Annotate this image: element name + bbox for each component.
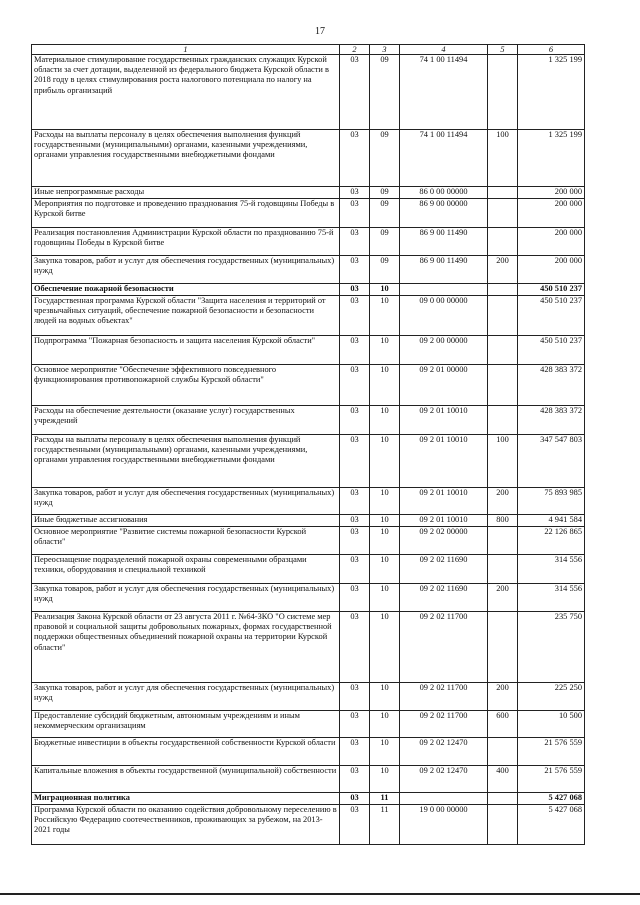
table-row [32,284,585,296]
table-row [32,296,585,336]
row-name-cell: Закупка товаров, работ и услуг для обеспечения государственных (муниципальных) нужд [32,584,340,612]
row-section-cell: 03 [340,435,370,488]
row-amount-cell: 5 427 068 [518,793,585,805]
row-name-cell: Капитальные вложения в объекты государственной (муниципальной) собственности [32,766,340,793]
row-amount-cell: 200 000 [518,187,585,199]
row-expense-type-cell [488,199,518,228]
row-name-cell: Реализация постановления Администрации Курской области по празднованию 75-й годовщины Победы в Курской битве [32,228,340,256]
row-name-cell: Реализация Закона Курской области от 23 августа 2011 г. №64-ЗКО "О системе мер правовой и социальной защиты добровольных пожарных, формах государственной поддержки общественных объединений пожарной охраны на территории Курской области" [32,612,340,683]
row-target-article-cell: 09 2 02 11700 [400,711,488,738]
row-subsection-cell: 10 [370,584,400,612]
row-expense-type-cell: 100 [488,435,518,488]
row-target-article-cell: 86 9 00 00000 [400,199,488,228]
row-subsection-cell: 10 [370,336,400,365]
row-section-cell: 03 [340,555,370,584]
row-subsection-cell: 10 [370,738,400,766]
row-section-cell: 03 [340,296,370,336]
row-target-article-cell: 09 2 02 12470 [400,766,488,793]
row-amount-cell: 450 510 237 [518,284,585,296]
table-row [32,228,585,256]
row-section-cell: 03 [340,515,370,527]
table-row [32,683,585,711]
row-section-cell: 03 [340,805,370,845]
table-row [32,130,585,187]
row-amount-cell: 1 325 199 [518,130,585,187]
row-section-cell: 03 [340,488,370,515]
table-row [32,365,585,406]
row-amount-cell: 75 893 985 [518,488,585,515]
row-section-cell: 03 [340,284,370,296]
row-amount-cell: 10 500 [518,711,585,738]
table-row [32,199,585,228]
table-row [32,555,585,584]
row-amount-cell: 21 576 559 [518,738,585,766]
row-expense-type-cell: 200 [488,256,518,284]
row-name-cell: Мероприятия по подготовке и проведению празднования 75-й годовщины Победы в Курской битве [32,199,340,228]
row-subsection-cell: 10 [370,488,400,515]
column-header-section: 2 [340,45,370,55]
table-row [32,336,585,365]
row-target-article-cell: 09 2 02 11690 [400,555,488,584]
row-target-article-cell: 86 9 00 11490 [400,228,488,256]
table-body [32,55,585,845]
row-expense-type-cell [488,527,518,555]
row-section-cell: 03 [340,365,370,406]
row-target-article-cell: 09 0 00 00000 [400,296,488,336]
row-expense-type-cell [488,555,518,584]
row-name-cell: Бюджетные инвестиции в объекты государственной собственности Курской области [32,738,340,766]
row-expense-type-cell: 600 [488,711,518,738]
table-row [32,406,585,435]
row-amount-cell: 5 427 068 [518,805,585,845]
row-expense-type-cell: 200 [488,683,518,711]
budget-table [31,44,585,845]
row-section-cell: 03 [340,527,370,555]
row-name-cell: Предоставление субсидий бюджетным, автономным учреждениям и иным некоммерческим организациям [32,711,340,738]
row-amount-cell: 225 250 [518,683,585,711]
row-subsection-cell: 10 [370,766,400,793]
row-amount-cell: 21 576 559 [518,766,585,793]
row-name-cell: Иные бюджетные ассигнования [32,515,340,527]
row-section-cell: 03 [340,406,370,435]
table-row [32,584,585,612]
row-target-article-cell: 09 2 01 10010 [400,435,488,488]
column-header-name: 1 [32,45,340,55]
row-subsection-cell: 10 [370,711,400,738]
row-amount-cell: 200 000 [518,256,585,284]
row-name-cell: Расходы на выплаты персоналу в целях обеспечения выполнения функций государственными (муниципальными) органами, казенными учреждениями, органами управления государственными внебюджетными фондами [32,435,340,488]
row-amount-cell: 22 126 865 [518,527,585,555]
row-section-cell: 03 [340,766,370,793]
row-subsection-cell: 10 [370,365,400,406]
row-section-cell: 03 [340,683,370,711]
row-amount-cell: 428 383 372 [518,365,585,406]
row-name-cell: Закупка товаров, работ и услуг для обеспечения государственных (муниципальных) нужд [32,683,340,711]
row-name-cell: Материальное стимулирование государственных гражданских служащих Курской области за счет дотации, выделенной из федерального бюджета Курской области в 2018 году в целях стимулирования роста налогового потенциала по налогу на прибыль организаций [32,55,340,130]
row-expense-type-cell [488,406,518,435]
row-name-cell: Обеспечение пожарной безопасности [32,284,340,296]
column-header-amount: 6 [518,45,585,55]
row-section-cell: 03 [340,336,370,365]
row-name-cell: Расходы на обеспечение деятельности (оказание услуг) государственных учреждений [32,406,340,435]
row-section-cell: 03 [340,228,370,256]
row-section-cell: 03 [340,711,370,738]
row-amount-cell: 4 941 584 [518,515,585,527]
row-target-article-cell: 09 2 01 00000 [400,365,488,406]
row-expense-type-cell [488,336,518,365]
row-subsection-cell: 09 [370,187,400,199]
column-header-expense-type: 5 [488,45,518,55]
column-header-subsection: 3 [370,45,400,55]
row-amount-cell: 450 510 237 [518,296,585,336]
row-expense-type-cell: 400 [488,766,518,793]
bottom-rule [0,893,640,895]
column-header-target-article: 4 [400,45,488,55]
row-section-cell: 03 [340,793,370,805]
table-row [32,527,585,555]
row-expense-type-cell [488,793,518,805]
row-expense-type-cell [488,228,518,256]
row-target-article-cell: 74 1 00 11494 [400,130,488,187]
row-amount-cell: 314 556 [518,555,585,584]
row-expense-type-cell [488,738,518,766]
row-section-cell: 03 [340,199,370,228]
row-expense-type-cell [488,55,518,130]
table-row [32,711,585,738]
row-amount-cell: 450 510 237 [518,336,585,365]
row-target-article-cell: 09 2 02 00000 [400,527,488,555]
row-name-cell: Расходы на выплаты персоналу в целях обеспечения выполнения функций государственными (муниципальными) органами, казенными учреждениями, органами управления государственными внебюджетными фондами [32,130,340,187]
row-target-article-cell: 09 2 01 10010 [400,488,488,515]
row-target-article-cell: 74 1 00 11494 [400,55,488,130]
row-name-cell: Государственная программа Курской области "Защита населения и территорий от чрезвычайных ситуаций, обеспечение пожарной безопасности и безопасности людей на водных объектах" [32,296,340,336]
row-subsection-cell: 10 [370,527,400,555]
row-name-cell: Программа Курской области по оказанию содействия добровольному переселению в Российскую Федерацию соотечественников, проживающих за рубежом, на 2013-2021 годы [32,805,340,845]
table-row [32,612,585,683]
row-name-cell: Переоснащение подразделений пожарной охраны современными образцами техники, оборудования и специальной техникой [32,555,340,584]
row-amount-cell: 200 000 [518,228,585,256]
row-section-cell: 03 [340,256,370,284]
row-expense-type-cell [488,612,518,683]
table-row [32,435,585,488]
table-row [32,793,585,805]
row-target-article-cell: 86 9 00 11490 [400,256,488,284]
row-subsection-cell: 10 [370,515,400,527]
row-subsection-cell: 11 [370,793,400,805]
table-row [32,488,585,515]
row-expense-type-cell [488,296,518,336]
row-amount-cell: 314 556 [518,584,585,612]
row-expense-type-cell [488,187,518,199]
row-subsection-cell: 10 [370,296,400,336]
row-expense-type-cell: 200 [488,584,518,612]
row-target-article-cell: 09 2 01 10010 [400,406,488,435]
row-subsection-cell: 10 [370,435,400,488]
row-name-cell: Закупка товаров, работ и услуг для обеспечения государственных (муниципальных) нужд [32,488,340,515]
row-section-cell: 03 [340,55,370,130]
table-row [32,256,585,284]
table-header-row [32,45,585,55]
table-row [32,187,585,199]
row-target-article-cell: 09 2 02 11700 [400,683,488,711]
row-subsection-cell: 10 [370,683,400,711]
row-section-cell: 03 [340,612,370,683]
row-expense-type-cell: 100 [488,130,518,187]
row-amount-cell: 428 383 372 [518,406,585,435]
table-row [32,515,585,527]
row-target-article-cell: 09 2 00 00000 [400,336,488,365]
row-subsection-cell: 09 [370,130,400,187]
row-subsection-cell: 11 [370,805,400,845]
row-section-cell: 03 [340,130,370,187]
row-subsection-cell: 10 [370,555,400,584]
row-name-cell: Основное мероприятие "Обеспечение эффективного повседневного функционирования противопожарной службы Курской области" [32,365,340,406]
table-row [32,55,585,130]
row-section-cell: 03 [340,187,370,199]
row-amount-cell: 347 547 803 [518,435,585,488]
row-section-cell: 03 [340,738,370,766]
row-name-cell: Миграционная политика [32,793,340,805]
row-subsection-cell: 09 [370,228,400,256]
row-name-cell: Подпрограмма "Пожарная безопасность и защита населения Курской области" [32,336,340,365]
row-expense-type-cell [488,284,518,296]
row-amount-cell: 1 325 199 [518,55,585,130]
row-expense-type-cell [488,365,518,406]
row-target-article-cell: 09 2 02 11700 [400,612,488,683]
row-subsection-cell: 09 [370,55,400,130]
row-name-cell: Основное мероприятие "Развитие системы пожарной безопасности Курской области" [32,527,340,555]
row-expense-type-cell [488,805,518,845]
row-target-article-cell: 09 2 01 10010 [400,515,488,527]
row-amount-cell: 200 000 [518,199,585,228]
row-target-article-cell [400,284,488,296]
row-subsection-cell: 09 [370,199,400,228]
row-expense-type-cell: 200 [488,488,518,515]
row-expense-type-cell: 800 [488,515,518,527]
table-row [32,805,585,845]
row-amount-cell: 235 750 [518,612,585,683]
row-subsection-cell: 09 [370,256,400,284]
row-name-cell: Иные непрограммные расходы [32,187,340,199]
table-row [32,766,585,793]
row-section-cell: 03 [340,584,370,612]
row-target-article-cell [400,793,488,805]
row-subsection-cell: 10 [370,612,400,683]
row-subsection-cell: 10 [370,284,400,296]
page-number: 17 [315,26,325,37]
row-target-article-cell: 19 0 00 00000 [400,805,488,845]
row-target-article-cell: 09 2 02 12470 [400,738,488,766]
row-subsection-cell: 10 [370,406,400,435]
row-name-cell: Закупка товаров, работ и услуг для обеспечения государственных (муниципальных) нужд [32,256,340,284]
row-target-article-cell: 09 2 02 11690 [400,584,488,612]
row-target-article-cell: 86 0 00 00000 [400,187,488,199]
table-row [32,738,585,766]
